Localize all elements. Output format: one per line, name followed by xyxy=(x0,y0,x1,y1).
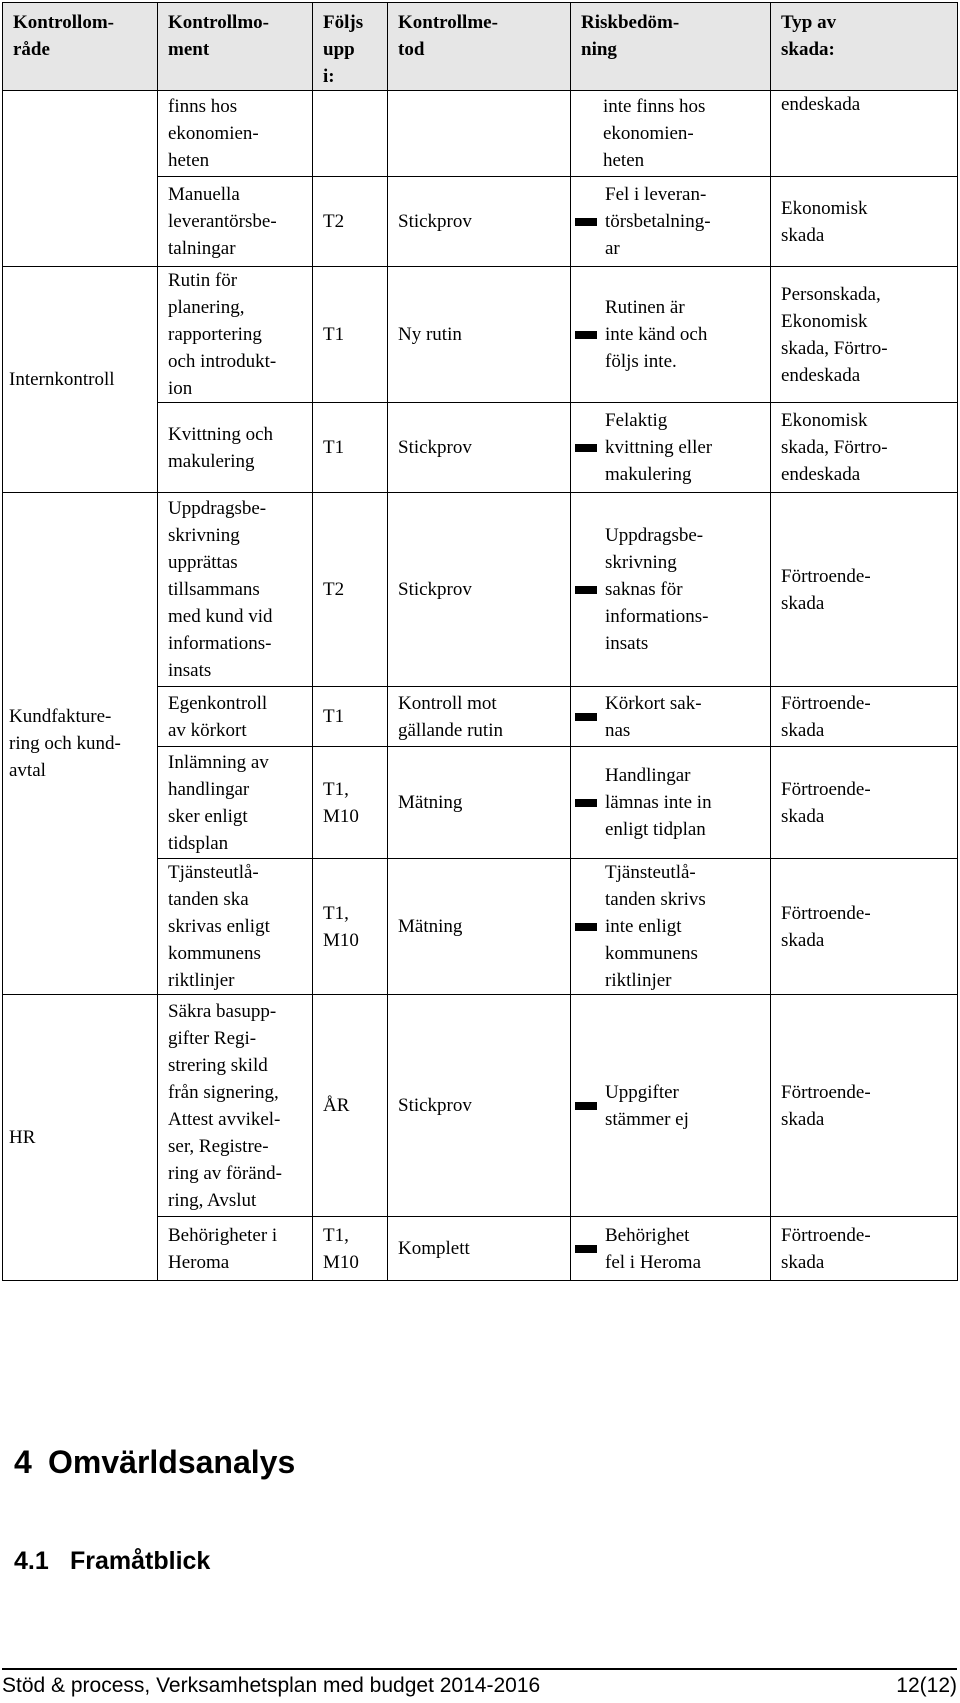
damage-type-cell: Förtroende- skada xyxy=(771,747,958,859)
control-area-cell: Kundfakture- ring och kund- avtal xyxy=(3,493,158,995)
footer-divider xyxy=(2,1668,957,1670)
risk-level-dash-icon xyxy=(575,1245,597,1253)
risk-cell xyxy=(571,267,771,403)
risk-text: Körkort sak- nas xyxy=(605,692,702,741)
section-number: 4 xyxy=(14,1444,32,1480)
risk-cell xyxy=(571,1217,771,1281)
risk-text: Handlingar lämnas inte in enligt tidplan xyxy=(605,765,712,840)
risk-cell xyxy=(571,859,771,995)
control-method-cell: Mätning xyxy=(388,747,571,859)
control-moment-cell: Manuella leverantörsbe- talningar xyxy=(158,177,313,267)
follow-up-cell: T1, M10 xyxy=(313,859,388,995)
control-method-cell: Mätning xyxy=(388,859,571,995)
risk-level-dash-icon xyxy=(575,586,597,594)
risk-level-dash-icon xyxy=(575,444,597,452)
header-follow-up: Följs upp i: xyxy=(313,3,388,91)
follow-up-cell: T2 xyxy=(313,177,388,267)
table-row xyxy=(3,493,958,687)
control-moment-cell: Behörigheter i Heroma xyxy=(158,1217,313,1281)
table-header-row xyxy=(3,3,958,91)
risk-text: Felaktig kvittning eller makulering xyxy=(605,410,713,485)
damage-type-cell: Personskada, Ekonomisk skada, Förtro- endeskada xyxy=(771,267,958,403)
header-control-moment: Kontrollmo- ment xyxy=(158,3,313,91)
damage-type-cell: endeskada xyxy=(771,91,958,177)
risk-level-dash-icon xyxy=(575,923,597,931)
control-method-cell: Stickprov xyxy=(388,403,571,493)
control-moment-cell: finns hos ekonomien- heten xyxy=(158,91,313,177)
follow-up-cell: T1 xyxy=(313,403,388,493)
footer-title: Stöd & process, Verksamhetsplan med budget 2014-2016 xyxy=(2,1674,541,1697)
risk-cell xyxy=(571,91,771,177)
risk-cell xyxy=(571,995,771,1217)
control-method-cell: Stickprov xyxy=(388,493,571,687)
damage-type-cell: Förtroende- skada xyxy=(771,1217,958,1281)
subsection-heading xyxy=(14,1545,210,1577)
table-row xyxy=(3,177,958,267)
control-moment-cell: Rutin för planering, rapportering och introdukt- ion xyxy=(158,267,313,403)
control-area-cell: Internkontroll xyxy=(3,267,158,493)
risk-text: inte finns hos ekonomien- heten xyxy=(603,96,706,171)
control-moment-cell: Kvittning och makulering xyxy=(158,403,313,493)
control-method-cell xyxy=(388,91,571,177)
follow-up-cell: T1, M10 xyxy=(313,1217,388,1281)
control-moment-cell: Säkra basupp- gifter Regi- strering skild från signering, Attest avvikel- ser, Registre- ring av föränd- ring, Avslut xyxy=(158,995,313,1217)
table-row xyxy=(3,91,958,177)
header-control-area: Kontrollom- råde xyxy=(3,3,158,91)
control-method-cell: Komplett xyxy=(388,1217,571,1281)
risk-text: Uppgifter stämmer ej xyxy=(605,1081,689,1130)
control-moment-cell: Inlämning av handlingar sker enligt tidsplan xyxy=(158,747,313,859)
follow-up-cell: T2 xyxy=(313,493,388,687)
control-method-cell: Kontroll mot gällande rutin xyxy=(388,687,571,747)
control-area-cell xyxy=(3,91,158,177)
damage-type-cell: Ekonomisk skada xyxy=(771,177,958,267)
risk-text: Tjänsteutlå- tanden skrivs inte enligt kommunens riktlinjer xyxy=(605,862,706,991)
header-control-method: Kontrollme- tod xyxy=(388,3,571,91)
subsection-title: Framåtblick xyxy=(70,1547,211,1575)
control-moment-cell: Egenkontroll av körkort xyxy=(158,687,313,747)
risk-level-dash-icon xyxy=(575,218,597,226)
risk-cell xyxy=(571,493,771,687)
section-title: Omvärldsanalys xyxy=(48,1444,296,1480)
risk-cell xyxy=(571,403,771,493)
risk-level-dash-icon xyxy=(575,1102,597,1110)
page-footer xyxy=(2,1673,957,1699)
risk-text: Uppdragsbe- skrivning saknas för informations- insats xyxy=(605,525,709,654)
control-moment-cell: Tjänsteutlå- tanden ska skrivas enligt kommunens riktlinjer xyxy=(158,859,313,995)
risk-level-dash-icon xyxy=(575,799,597,807)
table-row xyxy=(3,267,958,403)
follow-up-cell: T1, M10 xyxy=(313,747,388,859)
control-method-cell: Stickprov xyxy=(388,177,571,267)
risk-level-dash-icon xyxy=(575,713,597,721)
table-row xyxy=(3,995,958,1217)
follow-up-cell: T1 xyxy=(313,267,388,403)
risk-text: Fel i leveran- törsbetalning- ar xyxy=(605,184,711,259)
damage-type-cell: Förtroende- skada xyxy=(771,493,958,687)
header-risk-assessment: Riskbedöm- ning xyxy=(571,3,771,91)
damage-type-cell: Förtroende- skada xyxy=(771,859,958,995)
control-moment-cell: Uppdragsbe- skrivning upprättas tillsammans med kund vid informations- insats xyxy=(158,493,313,687)
follow-up-cell: ÅR xyxy=(313,995,388,1217)
section-heading xyxy=(14,1442,295,1482)
header-damage-type: Typ av skada: xyxy=(771,3,958,91)
damage-type-cell: Ekonomisk skada, Förtro- endeskada xyxy=(771,403,958,493)
risk-cell xyxy=(571,687,771,747)
risk-text: Rutinen är inte känd och följs inte. xyxy=(605,297,708,372)
control-area-cell xyxy=(3,177,158,267)
follow-up-cell: T1 xyxy=(313,687,388,747)
risk-cell xyxy=(571,747,771,859)
control-area-cell: HR xyxy=(3,995,158,1281)
risk-level-dash-icon xyxy=(575,331,597,339)
risk-cell xyxy=(571,177,771,267)
damage-type-cell: Förtroende- skada xyxy=(771,687,958,747)
control-table xyxy=(2,2,958,1281)
subsection-number: 4.1 xyxy=(14,1547,49,1575)
page-number: 12(12) xyxy=(896,1674,957,1697)
risk-text: Behörighet fel i Heroma xyxy=(605,1224,702,1273)
damage-type-cell: Förtroende- skada xyxy=(771,995,958,1217)
control-method-cell: Stickprov xyxy=(388,995,571,1217)
follow-up-cell xyxy=(313,91,388,177)
control-method-cell: Ny rutin xyxy=(388,267,571,403)
